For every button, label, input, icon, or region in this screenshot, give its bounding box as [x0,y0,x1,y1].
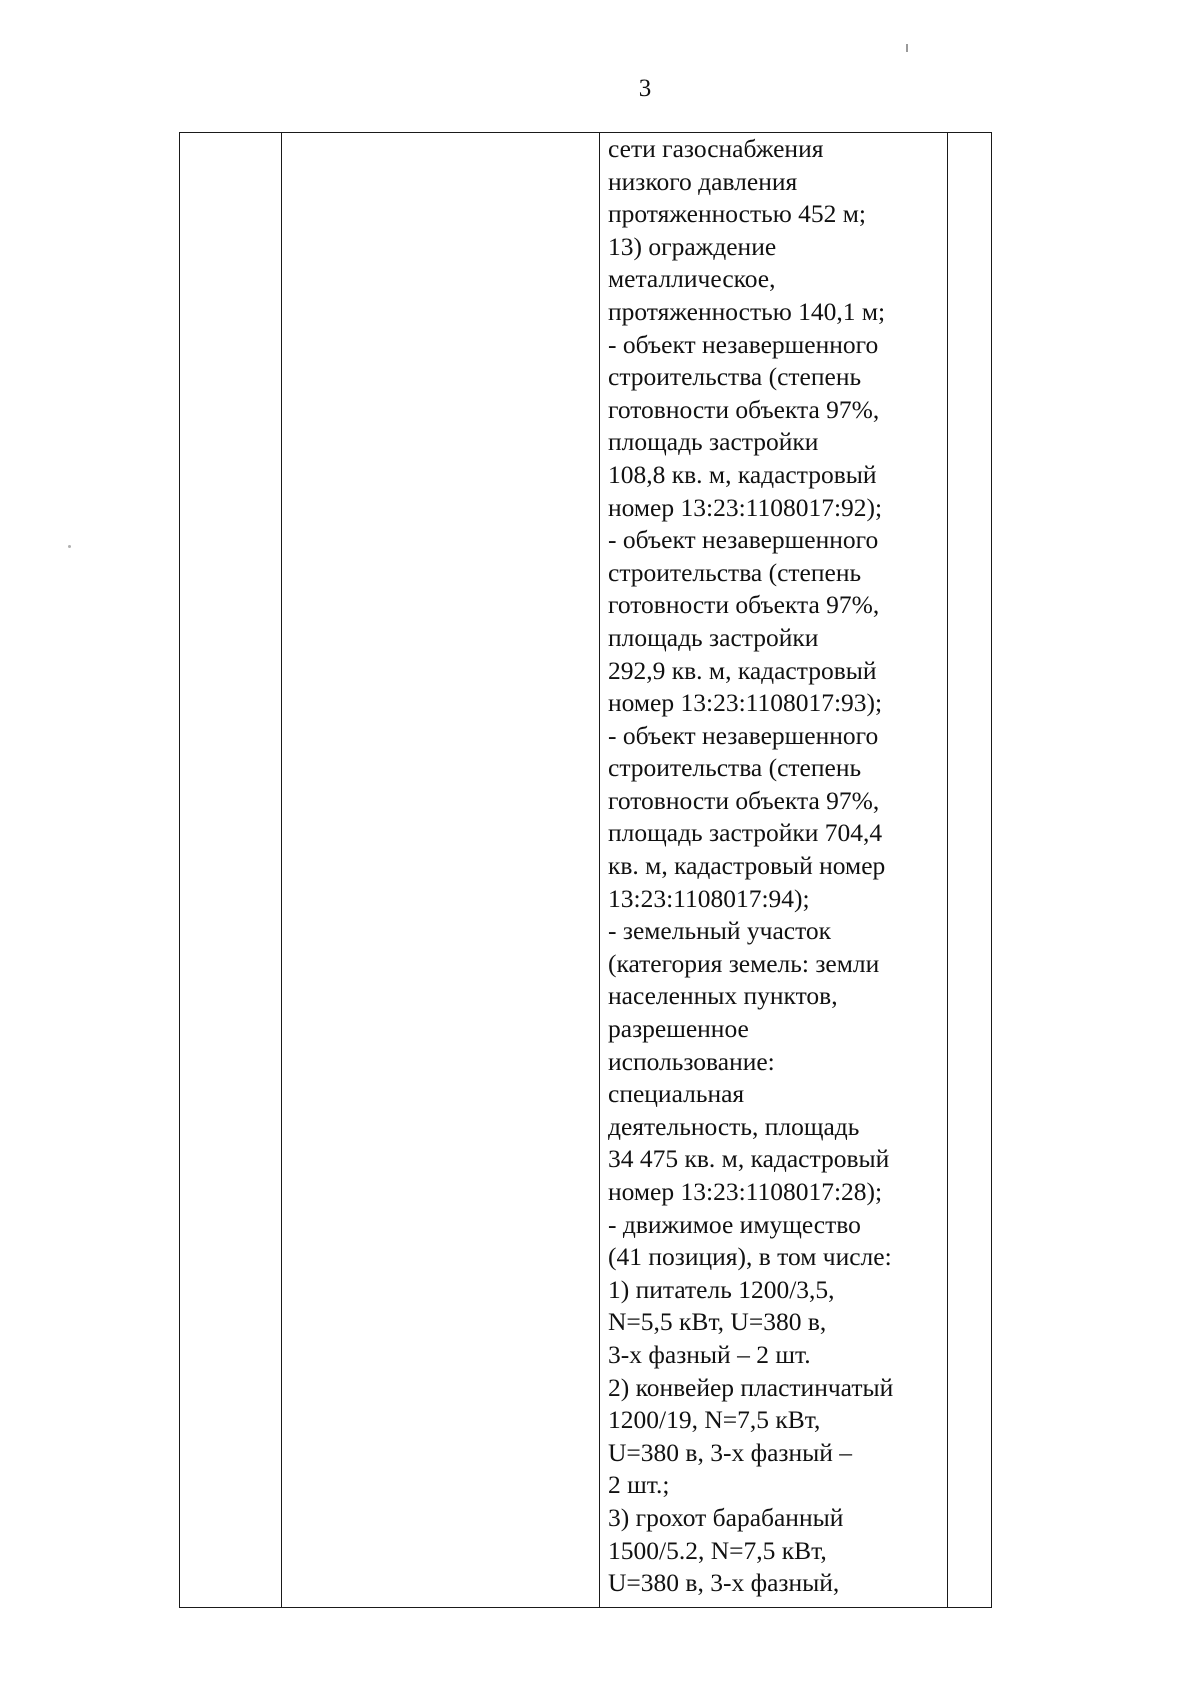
scan-artifact-dot [68,545,71,548]
text-line: 2 шт.; [608,1470,670,1500]
text-line: специальная [608,1079,745,1109]
text-line: разрешенное [608,1014,749,1044]
text-line: номер 13:23:1108017:92); [608,492,883,522]
text-line: N=5,5 кВт, U=380 в, [608,1307,827,1337]
text-line: 13:23:1108017:94); [608,883,810,913]
text-line: - объект незавершенного [608,329,879,359]
text-line: 108,8 кв. м, кадастровый [608,459,877,489]
text-line: строительства (степень [608,362,862,392]
text-line: - движимое имущество [608,1209,861,1239]
text-line: 1) питатель 1200/3,5, [608,1274,835,1304]
column-divider [599,133,600,1607]
text-line: 13) ограждение [608,231,777,261]
text-line: протяженностью 452 м; [608,199,866,229]
text-line: 3) грохот барабанный [608,1502,844,1532]
table-cell-notes [947,133,993,1607]
text-line: деятельность, площадь [608,1111,860,1141]
text-line: (категория земель: земли [608,948,880,978]
scan-artifact-mark [906,44,908,52]
text-line: металлическое, [608,264,776,294]
text-line: U=380 в, 3-х фазный – [608,1437,853,1467]
text-line: - земельный участок [608,916,832,946]
text-line: площадь застройки [608,427,819,457]
text-line: строительства (степень [608,557,862,587]
text-line: использование: [608,1046,775,1076]
text-line: кв. м, кадастровый номер [608,851,886,881]
page-number: 3 [638,75,652,102]
text-line: 3-х фазный – 2 шт. [608,1339,811,1369]
text-line: номер 13:23:1108017:28); [608,1177,883,1206]
text-line: готовности объекта 97%, [608,590,880,620]
text-line: низкого давления [608,166,798,196]
text-line: населенных пунктов, [608,981,838,1011]
text-line: (41 позиция), в том числе: [608,1242,892,1272]
text-line: 292,9 кв. м, кадастровый [608,655,877,685]
text-line: протяженностью 140,1 м; [608,296,886,326]
text-line: 2) конвейер пластинчатый [608,1372,894,1402]
text-line: 1500/5.2, N=7,5 кВт, [608,1535,827,1565]
text-line: - объект незавершенного [608,525,879,555]
text-line: готовности объекта 97%, [608,785,880,815]
text-line: номер 13:23:1108017:93); [608,688,883,718]
text-line: 1200/19, N=7,5 кВт, [608,1405,821,1435]
table-cell-number [180,133,281,1607]
text-line: площадь застройки 704,4 [608,818,883,848]
text-line: 34 475 кв. м, кадастровый [608,1144,890,1174]
text-line: строительства (степень [608,753,862,783]
text-line: площадь застройки [608,622,819,652]
text-line: сети газоснабжения [608,134,824,163]
document-table [179,132,992,1608]
text-line: - объект незавершенного [608,720,879,750]
property-description-lines [608,133,947,1600]
text-line: готовности объекта 97%, [608,394,880,424]
text-line: U=380 в, 3-х фазный, [608,1568,840,1598]
table-cell-name [281,133,599,1607]
table-cell-property-description [601,133,947,1607]
